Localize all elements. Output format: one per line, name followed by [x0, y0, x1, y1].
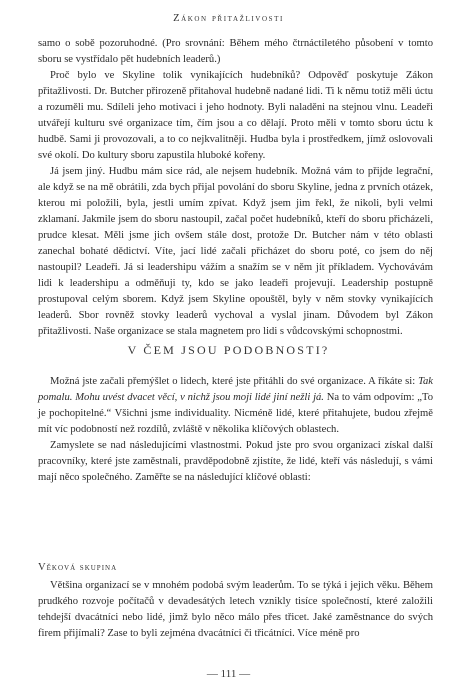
paragraph: Většina organizací se v mnohém podobá svým leaderům. To se týká i jejich věku. Během prudkého rozvoje počítačů v devadesátých letech vznikly tisíce společností, které založili tehdejší dvacátníci nebo lidé, jimž bylo něco málo přes třicet. Jaké zaměstnance do svých firem přijímali? Zase to byli zejména dvacátníci či třicátníci. Více méně pro: [38, 580, 433, 639]
paragraph: samo o sobě pozoruhodné. (Pro srovnání: Během mého čtrnáctiletého působení v tomto sboru se vystřídalo pět hudebních leaderů.): [38, 38, 433, 65]
running-head: Zákon přitažlivosti: [173, 13, 284, 24]
body-text-top: [38, 36, 433, 340]
paragraph: Zamyslete se nad následujícími vlastnostmi. Pokud jste pro svou organizaci získal další pracovníky, které jste zaměstnali, pravděpodobně zjistíte, že lidé, kteří vás následují, s vámi mají něco společného. Zaměřte se na následující klíčové oblasti:: [38, 440, 433, 483]
paragraph-text: Na to vám odpovím: „To je pochopitelné.“ Všichni jsme individuality. Nicméně lidé, které přitahujete, budou zřejmě mít víc podobností než rozdílů, zvláště v několika klíčových oblastech.: [38, 392, 433, 435]
section-heading: V ČEM JSOU PODOBNOSTI?: [127, 343, 330, 357]
subsection-heading: Věková skupina: [38, 562, 118, 573]
paragraph-text: Možná jste začali přemýšlet o lidech, které jste přitáhli do své organizace. A říkáte si:: [50, 376, 419, 387]
body-text-section: [38, 374, 433, 486]
body-text-subsection: [38, 578, 433, 642]
paragraph: [38, 374, 433, 438]
page-number: — 111 —: [206, 668, 251, 680]
paragraph: Proč bylo ve Skyline tolik vynikajících hudebníků? Odpověď poskytuje Zákon přitažlivosti. Dr. Butcher přirozeně přitahoval hudebně nadané lidi. Ti k němu totiž měli úctu a rozuměli mu. Sdíleli jeho motivaci i jeho hodnoty. Byli naladěni na stejnou vlnu. Leadeři utvářejí kulturu své organizace tím, čím jsou a co dělají. Proto měli v tomto sboru úctu k hudbě. Sami ji provozovali, a to co nejkvalitněji. Hudba byla i prostředkem, jímž oslovovali své okolí. Do kultury sboru zapustila hluboké kořeny.: [38, 70, 433, 161]
paragraph: Já jsem jiný. Hudbu mám sice rád, ale nejsem hudebník. Možná vám to přijde legrační, ale když se na mě obrátili, zda bych přijal povolání do sboru Skyline, jedna z prvních otázek, kterou mi položili, byla, jestli umím zpívat. Když jsem jim řekl, že nikoli, byli velmi zklamaní. Jakmile jsem do sboru nastoupil, začal počet hudebníků, kteří do sboru přicházeli, prudce klesat. Měli jsme jich ovšem stále dost, protože Dr. Butcher nám v této oblasti zanechal bohaté dědictví. Víte, jací lidé začali přicházet do sboru poté, co jsem do něj nastoupil? Leadeři. Já si leadershipu vážím a snažím se v něm jít příkladem. Vychovávám lidi k leadershipu a odměňuji ty, kdo se jako leadeři projevují. Leadership postupně prostupoval celým sborem. Když jsem Skyline opouštěl, byly v něm stovky vynikajících leaderů. Sbor rovněž stovky leaderů vychoval a vyslal jinam. Důvodem byl Zákon přitažlivosti. Naše organizace se stala magnetem pro lidi s vůdcovskými schopnostmi.: [38, 166, 433, 337]
italic-quote: Tak pomalu. Mohu uvést dvacet věcí, v nichž jsou moji lidé jiní nežli já.: [38, 376, 433, 403]
